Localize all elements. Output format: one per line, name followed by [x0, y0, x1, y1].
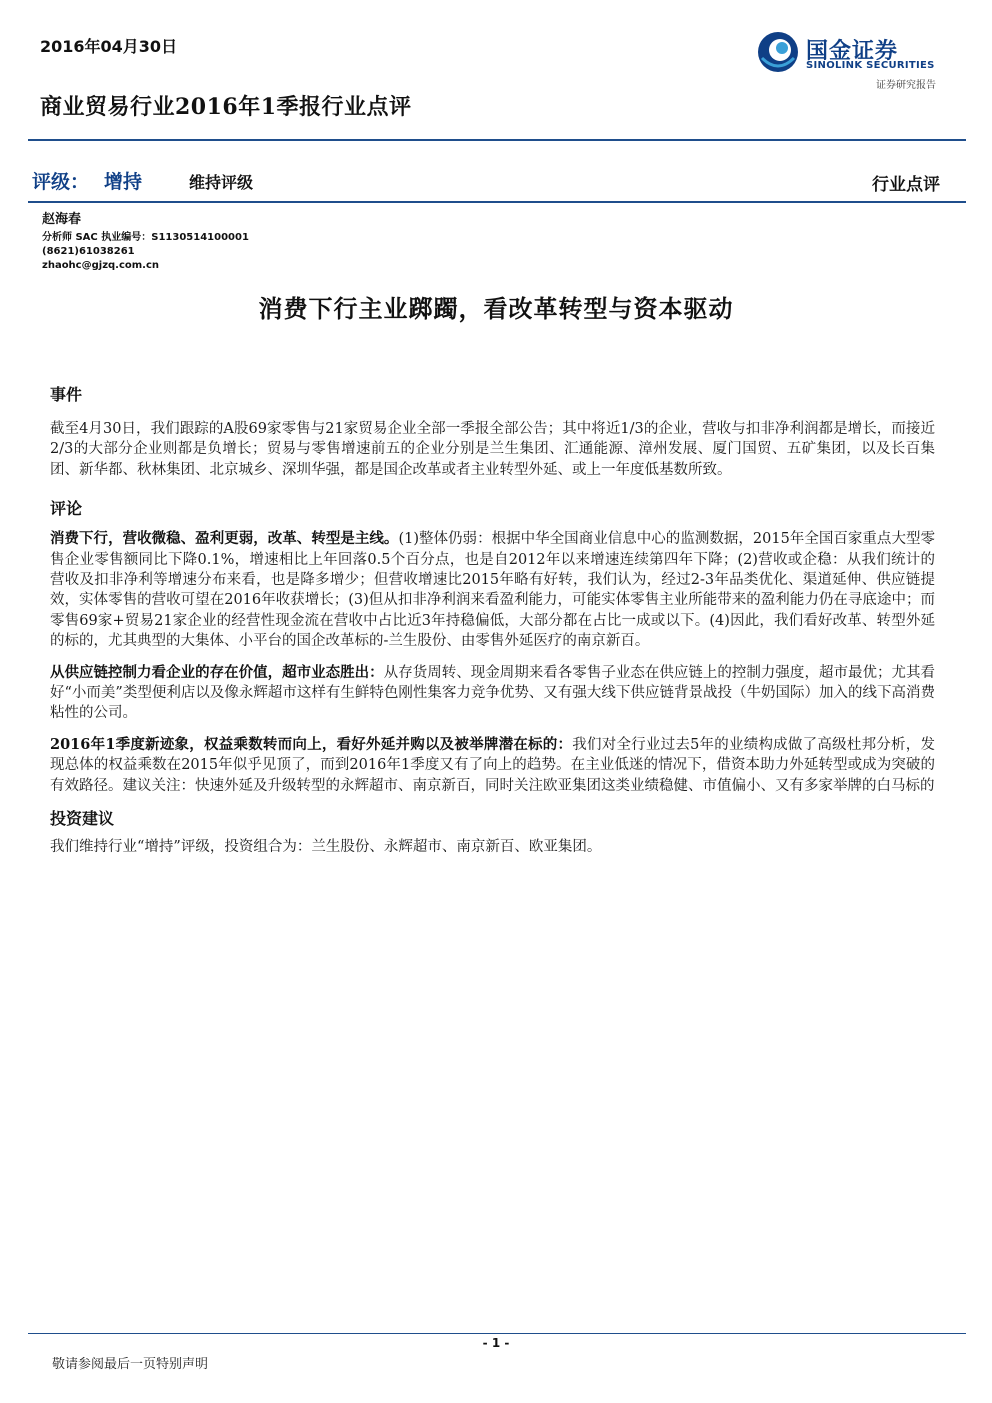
section-heading-comment: 评论 [50, 499, 83, 519]
report-body [50, 382, 935, 858]
comment-paragraph-2 [50, 663, 935, 724]
footer-divider [28, 1333, 966, 1334]
rating-value: 增持 [104, 171, 143, 193]
logo-name-cn: 国金证券 [806, 39, 899, 64]
comment-paragraph-3-text: 我们对全行业过去5年的业绩构成做了高级杜邦分析，发现总体的权益乘数在2015年似乎见顶了，而到2016年1季度又有了向上的趋势。在主业低迷的情况下，借资本助力外延转型或成为突破的有效路径。建议关注：快速外延及升级转型的永辉超市、南京新百，同时关注欧亚集团这类业绩稳健、市值偏小、又有多家举牌的白马标的 [50, 736, 935, 794]
sinolink-logo-icon [756, 30, 800, 74]
event-paragraph: 截至4月30日，我们跟踪的A股69家零售与21家贸易企业全部一季报全部公告；其中将近1/3的企业，营收与扣非净利润都是增长，而接近2/3的大部分企业则都是负增长；贸易与零售增速前五的企业分别是兰生集团、汇通能源、漳州发展、厦门国贸、五矿集团，以及长百集团、新华都、秋林集团、北京城乡、深圳华强，都是国企改革或者主业转型外延、或上一年度低基数所致。 [50, 421, 935, 478]
analyst-phone: (8621)61038261 [42, 246, 135, 257]
logo-tagline: 证券研究报告 [876, 80, 936, 91]
comment-paragraph-2-lead: 从供应链控制力看企业的存在价值，超市业态胜出： [50, 663, 384, 681]
section-heading-event: 事件 [50, 385, 83, 404]
comment-paragraph-1-text: (1)整体仍弱：根据中华全国商业信息中心的监测数据，2015年全国百家重点大型零售企业零售额同比下降0.1%，增速相比上年回落0.5个百分点，也是自2012年以来增速连续第四年下降；(2)营收或企稳：从我们统计的营收及扣非净利等增速分布来看，也是降多增少；但营收增速比2015年略有好转，我们认为，经过2-3年品类优化、渠道延伸、供应链提效，实体零售的营收可望在2016年收获增长；(3)但从扣非净利润来看盈利能力，可能实体零售主业所能带来的盈利能力仍在寻底途中；而零售69家+贸易21家企业的经营性现金流在营收中占比近3年持稳偏低，大部分都在占比一成或以下。(4)因此，我们看好改革、转型外延的标的，尤其典型的大集体、小平台的国企改革标的-兰生股份、由零售外延医疗的南京新百。 [50, 531, 935, 650]
logo-name-en: SINOLINK SECURITIES [806, 60, 935, 71]
comment-paragraph-1-lead: 消费下行，营收微稳、盈利更弱，改革、转型是主线。 [50, 530, 399, 548]
report-type: 行业点评 [872, 175, 940, 195]
analyst-name: 赵海春 [42, 212, 82, 227]
comment-paragraph-3 [50, 735, 935, 796]
invest-paragraph: 我们维持行业“增持”评级，投资组合为：兰生股份、永辉超市、南京新百、欧亚集团。 [50, 839, 602, 856]
page-number: - 1 - [482, 1336, 510, 1350]
analyst-sac: 分析师 SAC 执业编号：S1130514100001 [42, 232, 249, 243]
report-date: 2016年04月30日 [40, 37, 178, 56]
comment-paragraph-2-text: 从存货周转、现金周期来看各零售子业态在供应链上的控制力强度，超市最优；尤其看好“小而美”类型便利店以及像永辉超市这样有生鲜特色刚性集客力竞争优势、又有强大线下供应链背景战投（牛奶国际）加入的线下高消费粘性的公司。 [50, 664, 936, 722]
rating-divider [28, 201, 966, 203]
header-divider [28, 139, 966, 141]
rating-note: 维持评级 [189, 173, 254, 192]
comment-paragraph-3-lead: 2016年1季度新迹象，权益乘数转而向上，看好外延并购以及被举牌潜在标的： [50, 735, 573, 753]
rating-label: 评级： [32, 171, 90, 193]
sinolink-logo [756, 30, 946, 92]
analyst-email[interactable]: zhaohc@gjzq.com.cn [42, 260, 160, 271]
disclaimer: 敬请参阅最后一页特别声明 [52, 1357, 209, 1372]
report-title: 商业贸易行业2016年1季报行业点评 [40, 94, 412, 120]
rating-row [30, 167, 940, 195]
headline: 消费下行主业踯躅，看改革转型与资本驱动 [258, 294, 734, 323]
analyst-info [42, 208, 249, 273]
section-heading-invest: 投资建议 [50, 809, 115, 829]
comment-paragraph-1 [50, 529, 935, 651]
